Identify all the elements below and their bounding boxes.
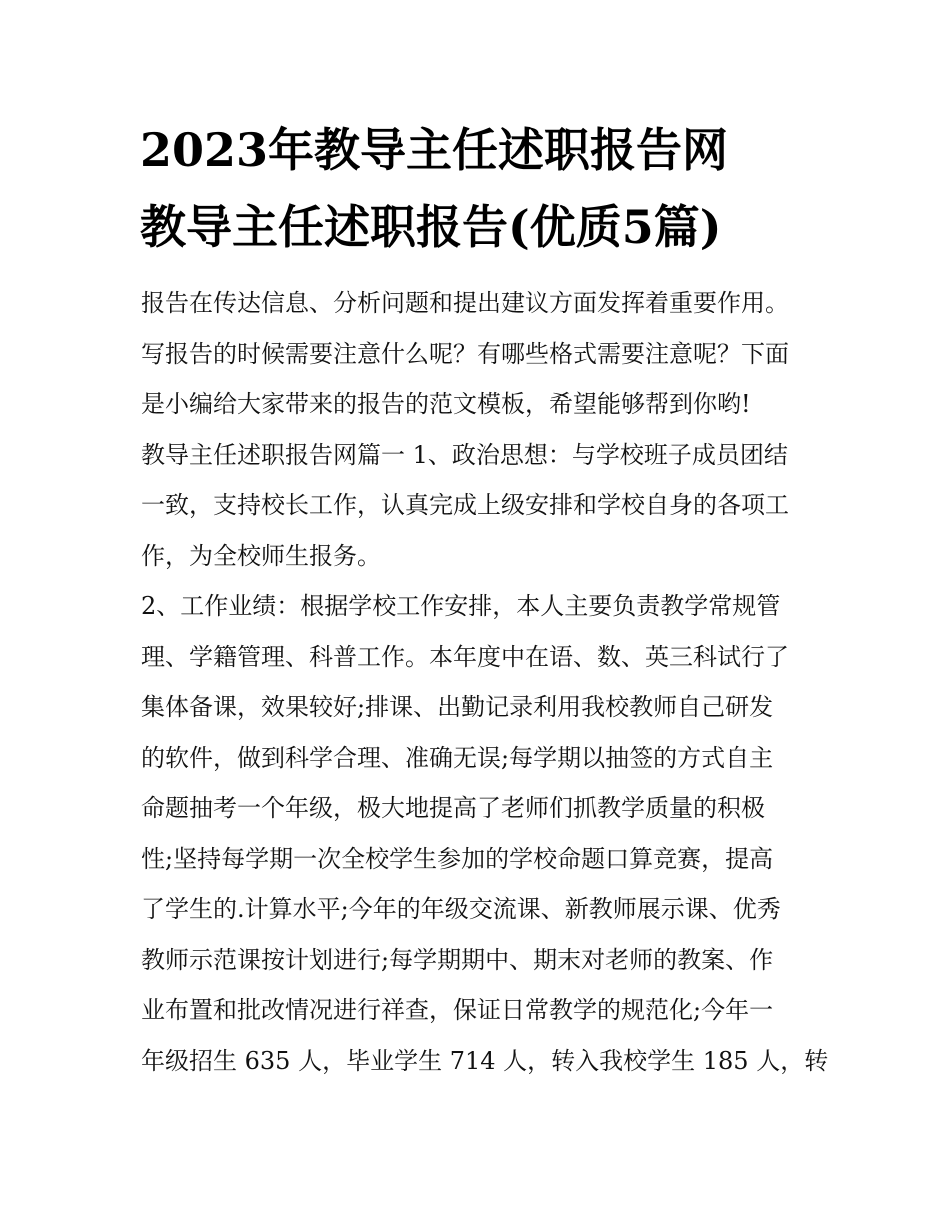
body-line: 了学生的.计算水平;今年的年级交流课、新教师展示课、优秀 — [141, 895, 781, 923]
document-body — [141, 278, 829, 1086]
title-line-1: 2023年教导主任述职报告网 — [140, 123, 729, 177]
body-line: 性;坚持每学期一次全校学生参加的学校命题口算竞赛，提高 — [141, 844, 774, 873]
body-line: 集体备课，效果较好;排课、出勤记录利用我校教师自己研发 — [141, 693, 774, 721]
body-line: 写报告的时候需要注意什么呢？有哪些格式需要注意呢？下面 — [141, 339, 789, 368]
body-line: 一致，支持校长工作，认真完成上级安排和学校自身的各项工 — [141, 491, 789, 519]
body-line: 理、学籍管理、科普工作。本年度中在语、数、英三科试行了 — [141, 642, 789, 671]
body-line: 教师示范课按计划进行;每学期期中、期末对老师的教案、作 — [141, 945, 774, 974]
body-line: 是小编给大家带来的报告的范文模板，希望能够帮到你哟! — [141, 390, 751, 418]
body-line: 年级招生 635 人，毕业学生 714 人，转入我校学生 185 人，转 — [141, 1046, 829, 1075]
body-line: 教导主任述职报告网篇一 1、政治思想：与学校班子成员团结 — [141, 440, 788, 469]
body-line: 报告在传达信息、分析问题和提出建议方面发挥着重要作用。 — [141, 289, 789, 317]
body-line: 的软件，做到科学合理、准确无误;每学期以抽签的方式自主 — [141, 743, 774, 772]
body-line: 命题抽考一个年级，极大地提高了老师们抓教学质量的积极 — [141, 794, 765, 822]
title-line-2: 教导主任述职报告(优质5篇) — [140, 200, 722, 254]
body-line: 作，为全校师生报务。 — [141, 541, 381, 570]
body-line: 2、工作业绩：根据学校工作安排，本人主要负责教学常规管 — [141, 592, 781, 620]
body-line: 业布置和批改情况进行祥查，保证日常教学的规范化;今年一 — [141, 996, 774, 1024]
document-title — [140, 112, 820, 266]
